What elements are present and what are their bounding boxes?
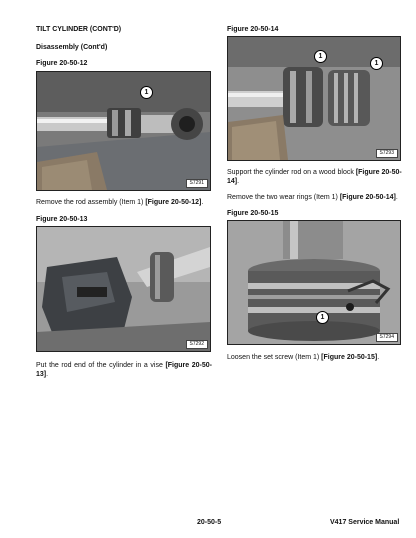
figure-title: Figure 20-50-12 (36, 60, 88, 67)
figure-reference: [Figure 20-50-15] (321, 354, 378, 361)
figure-20-50-13-photo (36, 226, 211, 352)
figure-reference: [Figure 20-50-14] (227, 169, 402, 185)
section-title: TILT CYLINDER (CONT'D) (36, 26, 122, 33)
instruction-end: . (46, 371, 49, 378)
instruction-text: Remove the two wear rings (Item 1) (227, 194, 340, 201)
vise-photo (37, 227, 210, 351)
callout-item-1: 1 (370, 57, 383, 70)
figure-title: Figure 20-50-13 (36, 216, 88, 223)
figure-reference: [Figure 20-50-14] (339, 194, 396, 201)
instruction-paragraph (36, 198, 212, 207)
figure-20-50-14-photo (227, 36, 401, 161)
figure-code: S7292 (186, 340, 208, 349)
callout-item-1: 1 (140, 86, 153, 99)
instruction-paragraph (227, 168, 403, 186)
instruction-text: Loosen the set screw (Item 1) (227, 354, 322, 361)
manual-title: V417 Service Manual (330, 519, 400, 526)
callout-item-1: 1 (316, 311, 329, 324)
figure-reference: [Figure 20-50-13] (36, 362, 213, 378)
instruction-end: . (237, 178, 240, 185)
instruction-text: Support the cylinder rod on a wood block (227, 169, 356, 176)
rod-assembly-photo (37, 72, 210, 190)
set-screw-photo (228, 221, 400, 344)
instruction-text: Put the rod end of the cylinder in a vise (36, 362, 166, 369)
figure-title: Figure 20-50-14 (227, 26, 279, 33)
instruction-paragraph (36, 361, 212, 379)
instruction-paragraph (227, 193, 403, 202)
figure-20-50-15-photo (227, 220, 401, 345)
instruction-end: . (395, 194, 398, 201)
subsection-title: Disassembly (Cont'd) (36, 44, 108, 51)
instruction-end: . (201, 199, 204, 206)
callout-item-1: 1 (314, 50, 327, 63)
instruction-text: Remove the rod assembly (Item 1) (36, 199, 146, 206)
figure-code: S7294 (376, 333, 398, 342)
figure-20-50-12-photo (36, 71, 211, 191)
figure-title: Figure 20-50-15 (227, 210, 279, 217)
figure-reference: [Figure 20-50-12] (145, 199, 202, 206)
instruction-end: . (377, 354, 380, 361)
instruction-paragraph (227, 353, 403, 362)
figure-code: S7291 (186, 179, 208, 188)
page-number: 20-50-5 (197, 519, 222, 526)
figure-code: S7293 (376, 149, 398, 158)
